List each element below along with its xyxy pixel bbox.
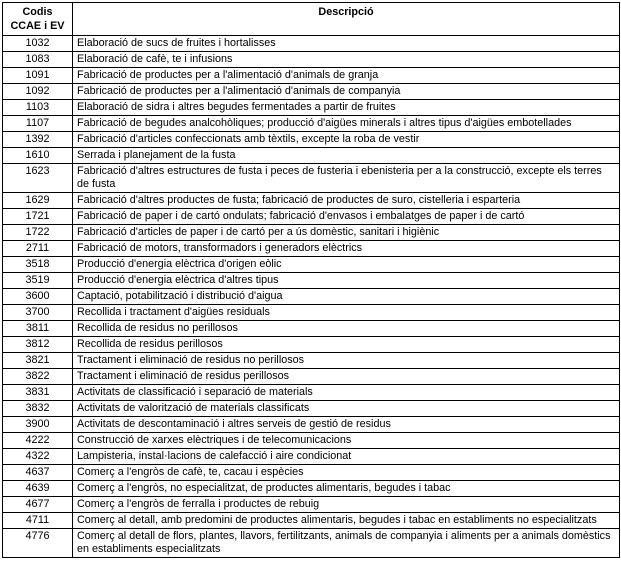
row-description: Elaboració de cafè, te i infusions [73,52,620,68]
table-row [3,417,620,433]
row-description: Fabricació d'articles confeccionats amb tèxtils, excepte la roba de vestir [73,132,620,148]
row-code: 1722 [3,225,73,241]
row-code: 3812 [3,337,73,353]
table-row [3,164,620,193]
row-code: 3811 [3,321,73,337]
row-code: 1092 [3,84,73,100]
table-row [3,337,620,353]
table-row [3,513,620,529]
table-row [3,84,620,100]
row-description: Fabricació de paper i de cartó ondulats; fabricació d'envasos i embalatges de paper i de cartó [73,209,620,225]
row-code: 4639 [3,481,73,497]
row-code: 3822 [3,369,73,385]
row-code: 1392 [3,132,73,148]
row-description: Construcció de xarxes elèctriques i de telecomunicacions [73,433,620,449]
row-code: 3900 [3,417,73,433]
row-code: 1091 [3,68,73,84]
table-row [3,353,620,369]
row-code: 2711 [3,241,73,257]
table-row [3,52,620,68]
row-code: 3518 [3,257,73,273]
table-row [3,132,620,148]
row-code: 1610 [3,148,73,164]
row-description: Recollida de residus perillosos [73,337,620,353]
row-code: 1103 [3,100,73,116]
row-code: 4711 [3,513,73,529]
table-row [3,305,620,321]
row-description: Fabricació d'articles de paper i de cartó per a ús domèstic, sanitari i higiènic [73,225,620,241]
row-description: Comerç a l'engròs de cafè, te, cacau i espècies [73,465,620,481]
table-row [3,148,620,164]
table-row [3,321,620,337]
row-code: 3519 [3,273,73,289]
table-row [3,481,620,497]
row-description: Fabricació de productes per a l'alimentació d'animals de companyia [73,84,620,100]
row-code: 1721 [3,209,73,225]
row-description: Recollida de residus no perillosos [73,321,620,337]
row-code: 1083 [3,52,73,68]
row-description: Activitats de valorització de materials classificats [73,401,620,417]
table-row [3,385,620,401]
row-description: Fabricació d'altres estructures de fusta i peces de fusteria i ebenisteria per a la construcció, excepte els terres de fusta [73,164,620,193]
table-row [3,36,620,52]
row-code: 4637 [3,465,73,481]
row-code: 4322 [3,449,73,465]
table-row [3,529,620,558]
table-row [3,273,620,289]
description-column-header: Descripció [73,3,620,36]
row-description: Producció d'energia elèctrica d'origen eòlic [73,257,620,273]
table-row [3,241,620,257]
row-code: 1107 [3,116,73,132]
table-row [3,289,620,305]
table-row [3,116,620,132]
table-row [3,68,620,84]
row-description: Recollida i tractament d'aigües residuals [73,305,620,321]
row-code: 3600 [3,289,73,305]
row-code: 4677 [3,497,73,513]
table-row [3,100,620,116]
row-description: Activitats de classificació i separació de materials [73,385,620,401]
table-header-row [3,3,620,36]
table-row [3,369,620,385]
table-row [3,209,620,225]
table-row [3,401,620,417]
row-code: 1623 [3,164,73,193]
row-code: 1629 [3,193,73,209]
row-code: 3821 [3,353,73,369]
table-row [3,193,620,209]
table-row [3,225,620,241]
row-code: 1032 [3,36,73,52]
table-row [3,497,620,513]
row-code: 4222 [3,433,73,449]
row-description: Activitats de descontaminació i altres serveis de gestió de residus [73,417,620,433]
row-description: Tractament i eliminació de residus no perillosos [73,353,620,369]
row-description: Fabricació de motors, transformadors i generadors elèctrics [73,241,620,257]
code-column-header: Codis CCAE i EV [3,3,73,36]
row-description: Producció d'energia elèctrica d'altres tipus [73,273,620,289]
row-description: Fabricació d'altres productes de fusta; fabricació de productes de suro, cistelleria i esparteria [73,193,620,209]
row-description: Comerç a l'engròs de ferralla i productes de rebuig [73,497,620,513]
table-row [3,433,620,449]
row-code: 3700 [3,305,73,321]
table-row [3,465,620,481]
row-description: Comerç a l'engròs, no especialitzat, de productes alimentaris, begudes i tabac [73,481,620,497]
row-description: Lampisteria, instal·lacions de calefacció i aire condicionat [73,449,620,465]
row-code: 3832 [3,401,73,417]
row-description: Elaboració de sidra i altres begudes fermentades a partir de fruites [73,100,620,116]
row-description: Elaboració de sucs de fruites i hortalisses [73,36,620,52]
row-code: 3831 [3,385,73,401]
row-description: Comerç al detall de flors, plantes, llavors, fertilitzants, animals de companyia i aliments per a animals domèstics en establiments especialitzats [73,529,620,558]
row-description: Fabricació de productes per a l'alimentació d'animals de granja [73,68,620,84]
table-row [3,449,620,465]
row-code: 4776 [3,529,73,558]
row-description: Comerç al detall, amb predomini de productes alimentaris, begudes i tabac en establiments no especialitzats [73,513,620,529]
table-body [3,36,620,558]
row-description: Tractament i eliminació de residus perillosos [73,369,620,385]
row-description: Captació, potabilització i distribució d'aigua [73,289,620,305]
codes-table [2,2,620,558]
table-row [3,257,620,273]
row-description: Fabricació de begudes analcohòliques; producció d'aigües minerals i altres tipus d'aigües embotellades [73,116,620,132]
row-description: Serrada i planejament de la fusta [73,148,620,164]
